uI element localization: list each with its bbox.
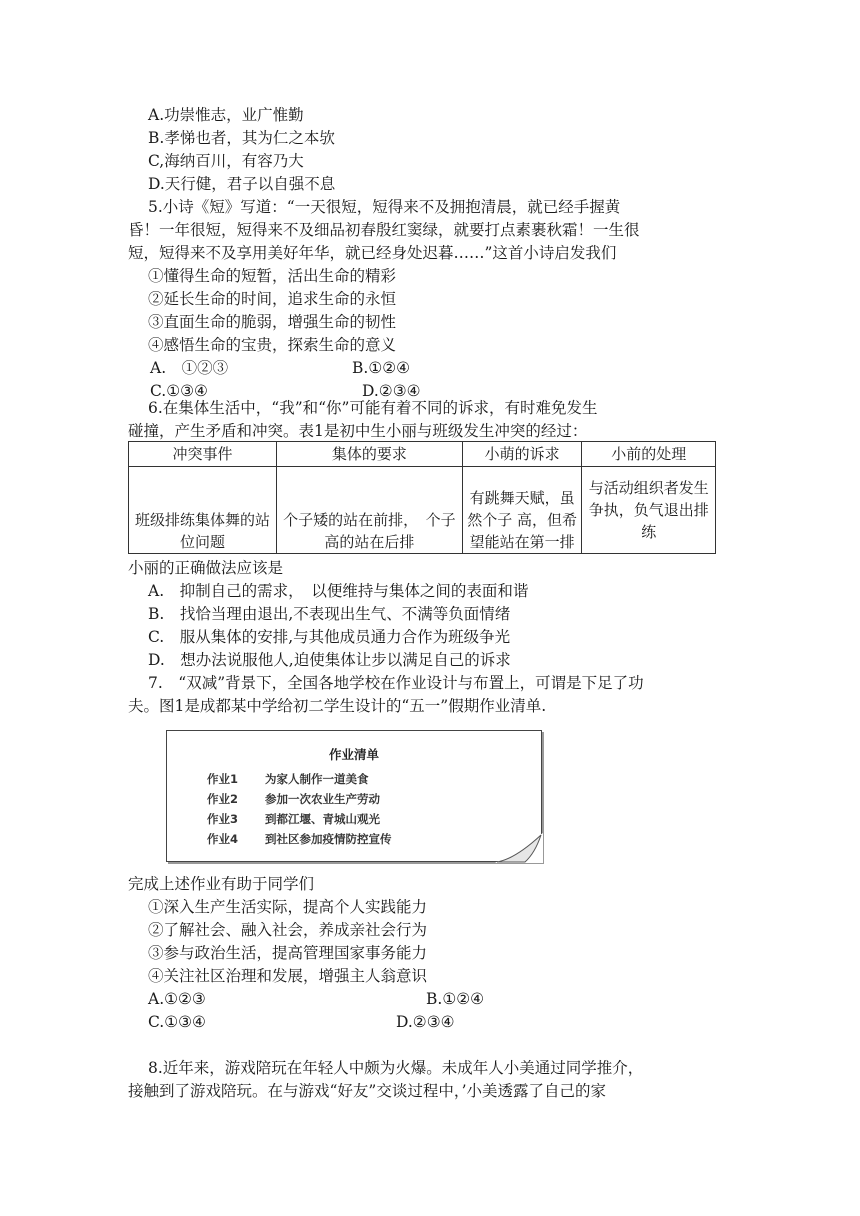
homework-item — [207, 771, 369, 787]
table-header-cell: 小前的处理 — [582, 442, 716, 467]
table-row — [129, 467, 716, 554]
q6-stem-line-1: 6.在集体生活中，“我”和“你”可能有着不同的诉求，有时难免发生 — [148, 399, 598, 417]
q5-item-4: ④感悟生命的宝贵，探索生命的意义 — [148, 336, 397, 354]
table-header-cell: 小萌的诉求 — [462, 442, 582, 467]
q7-option-a: A.①②③ — [148, 990, 206, 1008]
q4-option-a: A.功崇惟志，业广惟勤 — [148, 106, 304, 124]
homework-item-text: 到社区参加疫情防控宣传 — [265, 832, 392, 846]
table-header-cell: 集体的要求 — [277, 442, 463, 467]
q6-option-d: D. 想办法说服他人,迫使集体让步以满足自己的诉求 — [148, 651, 511, 669]
q6-option-b: B. 找恰当理由退出,不表现出生气、不满等负面情绪 — [148, 605, 511, 623]
q7-option-b: B.①②④ — [426, 990, 485, 1008]
table-header-row — [129, 442, 716, 467]
q6-option-c: C. 服从集体的安排,与其他成员通力合作为班级争光 — [148, 628, 511, 646]
table-header-cell: 冲突事件 — [129, 442, 277, 467]
q7-option-d: D.②③④ — [396, 1013, 455, 1031]
q4-option-b: B.孝悌也者，其为仁之本欤 — [148, 129, 335, 147]
q6-stem-line-2: 碰撞，产生矛盾和冲突。表1是初中生小丽与班级发生冲突的经过： — [128, 422, 588, 440]
homework-item-number: 作业4 — [207, 832, 239, 846]
homework-item — [207, 811, 380, 827]
q6-option-a: A. 抑制自己的需求， 以便维持与集体之间的表面和谐 — [148, 582, 529, 600]
page-curl-icon — [495, 833, 543, 863]
table-cell: 与活动组织者发生 争执，负气退出排练 — [582, 467, 716, 554]
table-cell: 个子矮的站在前排， 个子高的站在后排 — [277, 467, 463, 554]
q7-stem-line-2: 夫。图1是成都某中学给初二学生设计的“五一”假期作业清单. — [128, 697, 547, 715]
homework-item-number: 作业1 — [207, 772, 239, 786]
q5-stem-line-1: 5.小诗《短》写道：“一天很短，短得来不及拥抱清晨，就已经手握黄 — [148, 198, 621, 216]
q8-stem-line-2: 接触到了游戏陪玩。在与游戏“好友”交谈过程中，’小美透露了自己的家 — [128, 1082, 607, 1100]
q4-option-c: C,海纳百川，有容乃大 — [148, 152, 304, 170]
q5-item-1: ①懂得生命的短暂，活出生命的精彩 — [148, 267, 397, 285]
q7-prompt: 完成上述作业有助于同学们 — [128, 875, 315, 893]
conflict-table — [128, 441, 716, 554]
homework-item — [207, 831, 392, 847]
homework-item — [207, 791, 380, 807]
q6-prompt: 小丽的正确做法应该是 — [128, 559, 284, 577]
q7-option-c: C.①③④ — [148, 1013, 206, 1031]
q7-item-1: ①深入生产生活实际，提高个人实践能力 — [148, 898, 428, 916]
q5-option-c: C.①③④ — [150, 382, 208, 400]
q7-item-3: ③参与政治生活，提高管理国家事务能力 — [148, 944, 428, 962]
q5-stem-line-2: 昏！一年很短，短得来不及细品初春殷红窦绿，就要打点素裹秋霜！一生很 — [128, 221, 640, 239]
q7-item-2: ②了解社会、融入社会，养成亲社会行为 — [148, 921, 428, 939]
homework-list-title: 作业清单 — [328, 747, 379, 762]
homework-item-text: 参加一次农业生产劳动 — [265, 792, 380, 806]
q5-stem-line-3: 短，短得来不及享用美好年华，就已经身处迟暮……”这首小诗启发我们 — [128, 244, 617, 262]
q5-option-d: D.②③④ — [362, 382, 421, 400]
q4-option-d: D.天行健，君子以自强不息 — [148, 175, 336, 193]
homework-item-number: 作业2 — [207, 792, 239, 806]
q7-stem-line-1: 7. “双减”背景下，全国各地学校在作业设计与布置上，可谓是下足了功 — [148, 674, 644, 692]
q7-item-4: ④关注社区治理和发展，增强主人翁意识 — [148, 967, 428, 985]
q8-stem-line-1: 8.近年来，游戏陪玩在年轻人中颇为火爆。未成年人小美通过同学推介， — [148, 1059, 644, 1077]
q5-item-2: ②延长生命的时间，追求生命的永恒 — [148, 290, 397, 308]
q5-option-b: B.①②④ — [352, 359, 411, 377]
homework-item-text: 为家人制作一道美食 — [265, 772, 369, 786]
homework-list-figure — [166, 730, 542, 862]
q5-item-3: ③直面生命的脆弱，增强生命的韧性 — [148, 313, 397, 331]
homework-item-number: 作业3 — [207, 812, 239, 826]
q5-option-a: A. ①②③ — [150, 359, 229, 377]
table-cell: 班级排练集体舞的站位问题 — [129, 467, 277, 554]
homework-item-text: 到都江堰、青城山观光 — [265, 812, 380, 826]
table-cell: 有跳舞天赋，虽然个子 高，但希望能站在第一排 — [462, 467, 582, 554]
